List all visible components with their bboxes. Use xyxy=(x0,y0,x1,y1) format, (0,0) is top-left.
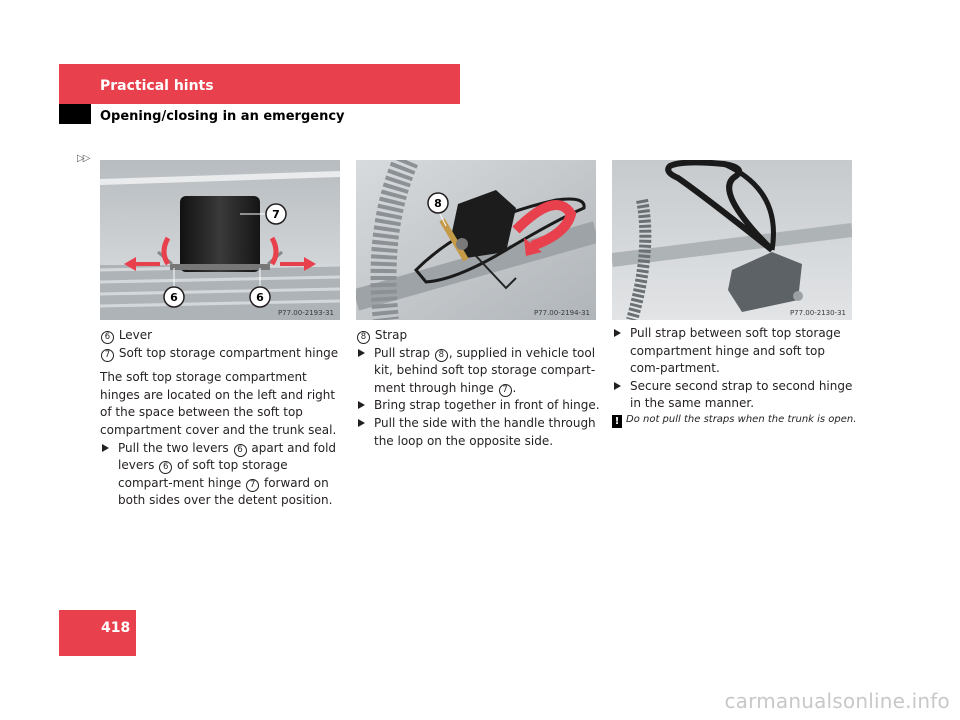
instruction-text: Pull the two levers xyxy=(118,440,229,455)
instruction-pull-between xyxy=(612,325,857,378)
instruction-text: Pull strap xyxy=(374,345,430,360)
watermark: carmanualsonline.info xyxy=(724,689,950,713)
instruction-text: of soft top storage compart-ment hinge xyxy=(118,458,288,490)
legend-text: Strap xyxy=(374,328,408,342)
figure-strap-secured xyxy=(612,160,852,320)
instruction-pull-strap xyxy=(356,345,601,398)
ref-8: 8 xyxy=(357,331,370,344)
callout-7: 7 xyxy=(272,208,280,221)
instruction-pull-side xyxy=(356,415,601,450)
callout-6-right: 6 xyxy=(256,291,264,304)
column-2 xyxy=(356,327,601,450)
ref-6: 6 xyxy=(159,461,172,474)
instruction-text: forward on both sides over the detent position. xyxy=(118,475,333,508)
header-tab xyxy=(59,104,91,124)
instruction-bring-strap xyxy=(356,397,601,415)
header-bar xyxy=(59,64,460,104)
bullet-arrow-icon xyxy=(614,382,621,390)
instruction-text: . xyxy=(512,380,517,395)
figure-code: P77.00-2130-31 xyxy=(789,309,846,317)
page-subtitle: Opening/closing in an emergency xyxy=(100,109,345,124)
instruction-text: Secure second strap to second hinge in the same manner. xyxy=(630,378,853,411)
column-1 xyxy=(100,327,345,510)
figure-levers-illustration xyxy=(100,160,340,320)
bullet-arrow-icon xyxy=(358,349,365,357)
instruction-text: apart and fold levers xyxy=(118,440,337,473)
continued-marker: ▷▷ xyxy=(77,153,89,164)
bullet-arrow-icon xyxy=(358,401,365,409)
instruction-text: Bring strap together in front of hinge. xyxy=(374,398,600,413)
ref-6: 6 xyxy=(101,331,114,344)
figure-strap xyxy=(356,160,596,320)
ref-7: 7 xyxy=(101,349,114,362)
column-3 xyxy=(612,325,857,428)
instruction-text: , supplied in vehicle tool kit, behind soft top storage compart-ment through hinge xyxy=(374,345,596,395)
figure-strap-illustration xyxy=(356,160,596,320)
warning-note xyxy=(612,413,857,428)
figure-strap-secured-illustration xyxy=(612,160,852,320)
bullet-arrow-icon xyxy=(102,444,109,452)
legend-text: Soft top storage compartment hinge xyxy=(118,345,339,360)
page-number-badge xyxy=(59,610,136,656)
instruction-text: Pull the side with the handle through the loop on the opposite side. xyxy=(374,415,596,448)
instruction-secure-second xyxy=(612,378,857,413)
ref-8: 8 xyxy=(435,349,448,362)
intro-paragraph: The soft top storage compartment hinges are located on the left and right of the space between the soft top compartment cover and the trunk seal. xyxy=(100,370,337,437)
ref-7: 7 xyxy=(246,479,259,492)
ref-6: 6 xyxy=(234,444,247,457)
figure-code: P77.00-2193-31 xyxy=(277,309,334,317)
figure-levers xyxy=(100,160,340,320)
page-number: 418 xyxy=(101,620,131,636)
instruction-text: Pull strap between soft top storage compartment hinge and soft top com-partment. xyxy=(630,326,841,376)
callout-6-left: 6 xyxy=(170,291,178,304)
section-title: Practical hints xyxy=(100,78,214,94)
figure-code: P77.00-2194-31 xyxy=(533,309,590,317)
bullet-arrow-icon xyxy=(614,329,621,337)
bullet-arrow-icon xyxy=(358,419,365,427)
warning-text: Do not pull the straps when the trunk is open. xyxy=(626,413,857,425)
ref-7: 7 xyxy=(499,384,512,397)
legend-item-hinge xyxy=(100,345,345,363)
legend-text: Lever xyxy=(118,328,153,342)
callout-8: 8 xyxy=(434,197,442,210)
legend-item-strap xyxy=(356,327,601,345)
legend-item-lever xyxy=(100,327,345,345)
instruction-pull-levers xyxy=(100,440,345,510)
warning-icon: ! xyxy=(612,415,622,428)
